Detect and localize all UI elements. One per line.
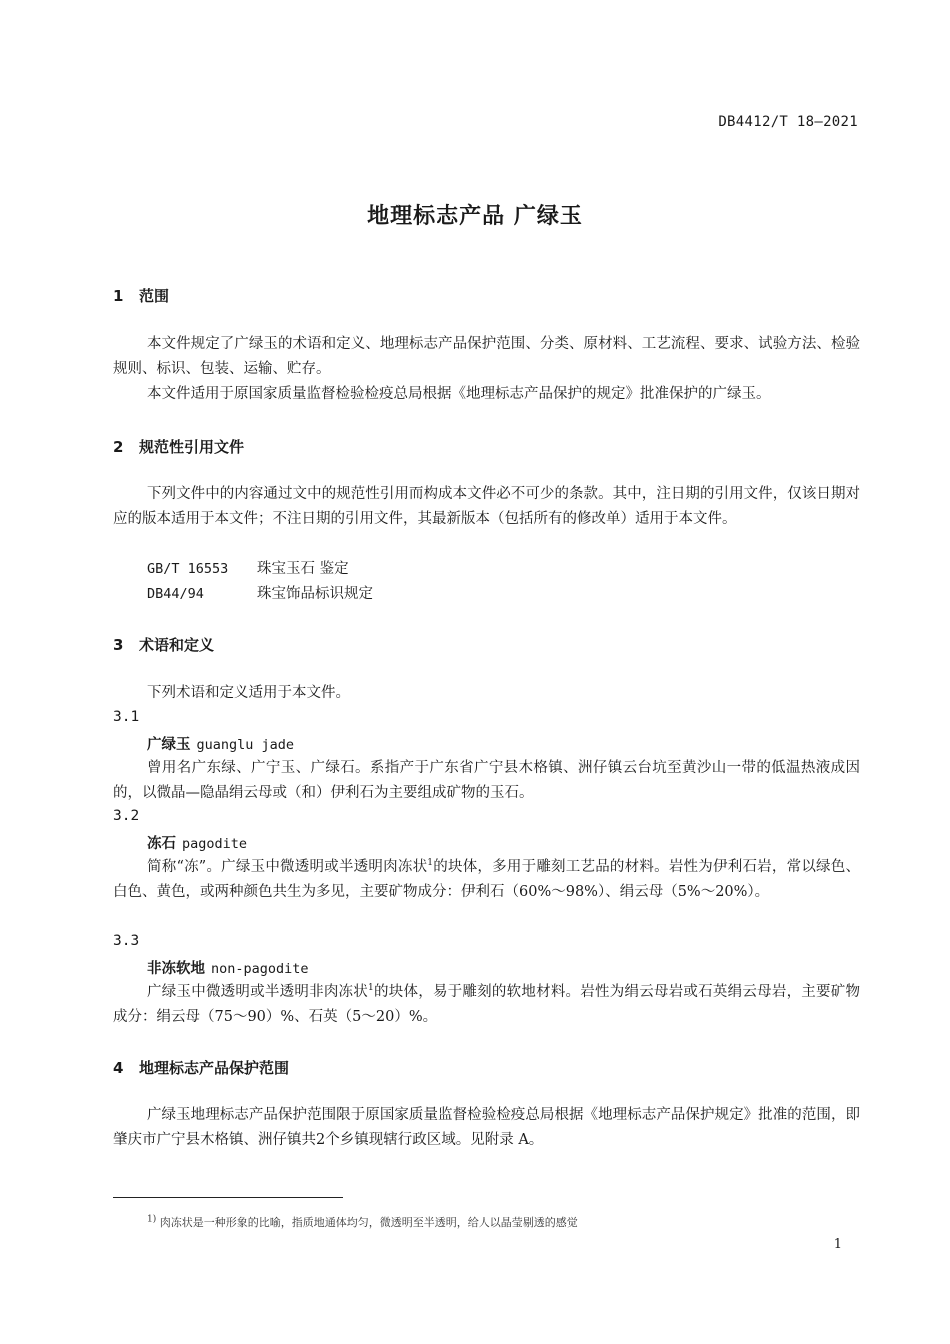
term-name-zh: 非冻软地 (147, 960, 205, 977)
page-title: 地理标志产品 广绿玉 (367, 204, 583, 229)
term-number: 3.1 (113, 709, 140, 725)
term-definition: 曾用名广东绿、广宁玉、广绿石。系指产于广东省广宁县木格镇、洲仔镇云台坑至黄沙山一带的低温热液成因的，以微晶—隐晶绢云母或（和）伊利石为主要组成矿物的玉石。 (113, 760, 860, 801)
section-title: 地理标志产品保护范围 (139, 1059, 290, 1077)
footnote-ref: 1 (368, 983, 374, 994)
section-4-heading (113, 1057, 289, 1078)
section-3-heading (113, 634, 214, 655)
document-code: DB4412/T 18—2021 (718, 114, 858, 130)
section-2-paragraph-1: 下列文件中的内容通过文中的规范性引用而构成本文件必不可少的条款。其中，注日期的引用文件，仅该日期对应的版本适用于本文件；不注日期的引用文件，其最新版本（包括所有的修改单）适用于本文件。 (113, 486, 860, 527)
term-name-en: guanglu jade (196, 737, 295, 753)
section-title: 术语和定义 (139, 636, 215, 654)
section-title: 规范性引用文件 (139, 438, 245, 456)
term-number: 3.3 (113, 933, 140, 949)
definition-text: 的块体，易于雕刻的软地材料。岩性为绢云母岩或石英绢云母岩，主要矿物成分：绢云母（75～90）%、石英（5～20）%。 (113, 984, 861, 1025)
definition-text: 简称“冻”。广绿玉中微透明或半透明肉冻状 (147, 859, 428, 875)
section-4-paragraph-1: 广绿玉地理标志产品保护范围限于原国家质量监督检验检疫总局根据《地理标志产品保护规定》批准的范围，即肇庆市广宁县木格镇、洲仔镇共2个乡镇现辖行政区域。见附录 A。 (113, 1107, 860, 1148)
term-name-zh: 冻石 (147, 835, 176, 852)
reference-name: 珠宝玉石 鉴定 (257, 561, 349, 577)
term-definition (113, 980, 860, 1030)
section-1-paragraph-2: 本文件适用于原国家质量监督检验检疫总局根据《地理标志产品保护的规定》批准保护的广绿玉。 (147, 386, 771, 402)
term-name-en: non-pagodite (211, 961, 309, 977)
section-number: 2 (113, 438, 124, 456)
section-1-heading (113, 285, 169, 306)
section-1-paragraph-1: 本文件规定了广绿玉的术语和定义、地理标志产品保护范围、分类、原材料、工艺流程、要求、试验方法、检验规则、标识、包装、运输、贮存。 (113, 336, 860, 377)
footnote-text: 肉冻状是一种形象的比喻，指质地通体均匀，微透明至半透明，给人以晶莹剔透的感觉 (159, 1216, 578, 1229)
definition-text: 广绿玉中微透明或半透明非肉冻状 (147, 984, 369, 1000)
reference-name: 珠宝饰品标识规定 (257, 586, 373, 602)
term-name-zh: 广绿玉 (147, 736, 191, 753)
section-number: 3 (113, 636, 124, 654)
footnote (147, 1214, 578, 1230)
term-name-en: pagodite (182, 836, 248, 852)
term-name (147, 957, 309, 978)
definition-text: 的块体，多用于雕刻工艺品的材料。岩性为伊利石岩，常以绿色、白色、黄色，或两种颜色共生为多见，主要矿物成分：伊利石（60%～98%）、绢云母（5%～20%）。 (113, 859, 861, 900)
term-name (147, 832, 247, 853)
section-number: 1 (113, 287, 124, 305)
footnote-divider (113, 1197, 343, 1198)
footnote-ref: 1 (427, 858, 434, 869)
term-definition (113, 855, 860, 905)
section-2-heading (113, 436, 244, 457)
page-number: 1 (833, 1237, 842, 1252)
term-number: 3.2 (113, 808, 140, 824)
section-number: 4 (113, 1059, 124, 1077)
section-3-intro: 下列术语和定义适用于本文件。 (147, 685, 350, 701)
reference-item (147, 557, 349, 582)
footnote-mark: 1) (147, 1214, 157, 1225)
reference-code: DB44/94 (147, 586, 204, 602)
term-name (147, 733, 294, 754)
section-title: 范围 (139, 287, 170, 305)
reference-item (147, 582, 373, 607)
reference-code: GB/T 16553 (147, 561, 229, 577)
